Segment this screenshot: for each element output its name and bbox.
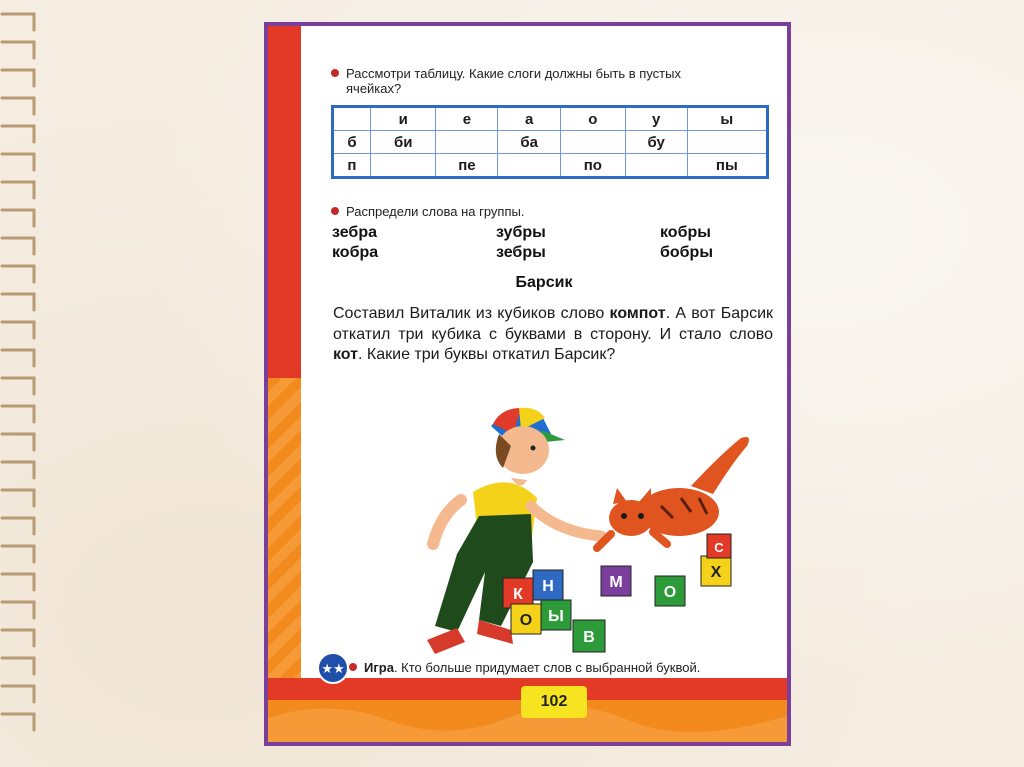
word-item: кобра <box>332 244 379 261</box>
story-text <box>333 304 773 366</box>
word-item: зебры <box>496 244 546 261</box>
table-cell <box>498 154 561 178</box>
page-content <box>301 26 787 678</box>
svg-text:★★: ★★ <box>321 662 345 677</box>
table-cell: е <box>436 107 498 131</box>
table-cell: у <box>625 107 687 131</box>
table-row <box>333 131 768 154</box>
block <box>541 600 571 630</box>
block <box>601 566 631 596</box>
word-item: зебра <box>332 224 377 241</box>
task2-prompt <box>331 204 524 219</box>
story-part: . Какие три буквы откатил Барсик? <box>358 346 616 363</box>
word-list <box>332 223 752 263</box>
block-letter: Х <box>710 564 722 581</box>
task1-prompt-line2: ячейках? <box>346 81 402 96</box>
stars-icon <box>317 652 349 684</box>
block <box>655 576 685 606</box>
block-letter: В <box>583 629 595 646</box>
bullet-icon <box>331 207 339 215</box>
letter-blocks <box>503 534 731 652</box>
page-number: 102 <box>521 686 587 718</box>
block-letter: О <box>519 612 533 629</box>
block-letter: М <box>609 574 623 591</box>
word-item: кобры <box>660 224 711 241</box>
word-item: бобры <box>660 244 713 261</box>
table-cell: пы <box>687 154 767 178</box>
task1-line1: Рассмотри таблицу. Какие слоги должны быть в пустых <box>346 66 681 81</box>
game-label: Игра <box>364 660 394 675</box>
block <box>511 604 541 634</box>
bullet-icon <box>331 69 339 77</box>
table-cell <box>687 131 767 154</box>
page-orange-pattern <box>268 378 301 678</box>
table-cell <box>436 131 498 154</box>
table-cell <box>625 154 687 178</box>
task2-text: Распредели слова на группы. <box>346 204 525 219</box>
block <box>533 570 563 600</box>
block-letter: Н <box>542 578 554 595</box>
table-cell: о <box>560 107 625 131</box>
story-part: . А вот Барсик откатил три кубика с буквами в сторону. И стало слово <box>333 305 774 343</box>
table-cell: би <box>370 131 436 154</box>
word-item: зубры <box>496 224 546 241</box>
table-cell: по <box>560 154 625 178</box>
block-letter: О <box>663 584 677 601</box>
table-cell: бу <box>625 131 687 154</box>
block-letter: С <box>714 540 724 555</box>
story-title: Барсик <box>515 274 573 291</box>
table-cell: пе <box>436 154 498 178</box>
table-cell <box>560 131 625 154</box>
block <box>701 556 731 586</box>
table-row <box>333 154 768 178</box>
table-cell: а <box>498 107 561 131</box>
table-cell: и <box>370 107 436 131</box>
spiral-binding <box>0 0 44 767</box>
table-cell: п <box>333 154 371 178</box>
block-letter: Ы <box>548 608 564 625</box>
boy-and-cat-illustration <box>361 394 781 666</box>
block <box>707 534 731 558</box>
game-task <box>349 660 700 675</box>
syllable-table <box>331 105 769 179</box>
story-word-kot: кот <box>333 346 359 363</box>
cat-illustration <box>597 437 749 548</box>
block <box>573 620 605 652</box>
table-cell: ба <box>498 131 561 154</box>
table-cell: б <box>333 131 371 154</box>
table-cell <box>370 154 436 178</box>
table-row <box>333 107 768 131</box>
task1-prompt <box>331 66 771 81</box>
textbook-page <box>264 22 791 746</box>
story-part: Составил Виталик из кубиков слово <box>333 305 610 322</box>
table-cell <box>333 107 371 131</box>
table-cell: ы <box>687 107 767 131</box>
story-word-kompot: компот <box>609 305 666 322</box>
game-text: . Кто больше придумает слов с выбранной буквой. <box>393 660 701 675</box>
bullet-icon <box>349 663 357 671</box>
block-letter: К <box>513 586 523 603</box>
